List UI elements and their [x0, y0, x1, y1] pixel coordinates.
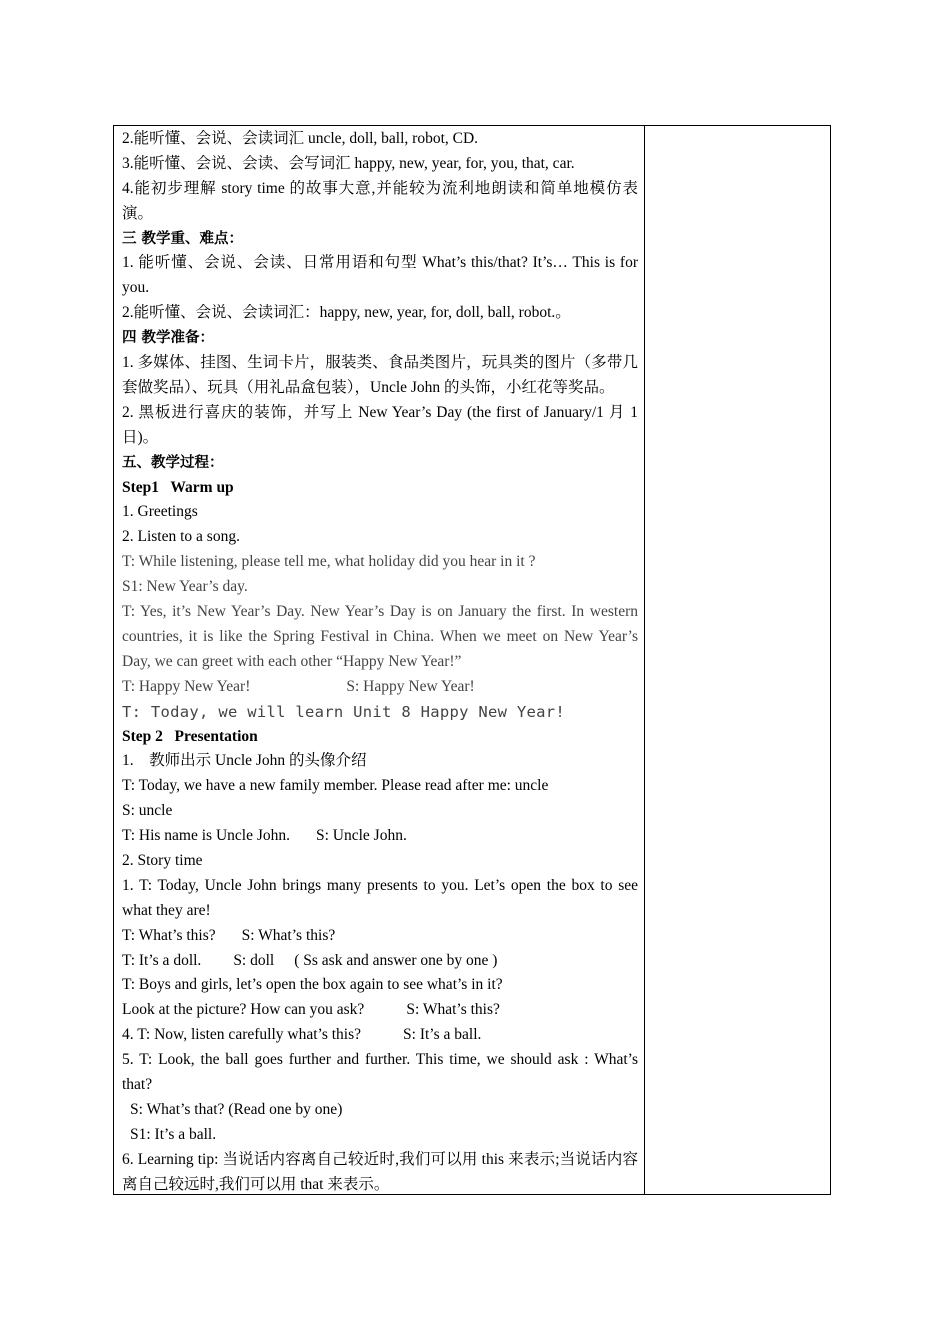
activity-note: ( Ss ask and answer one by one )	[294, 951, 498, 969]
listen-song: 2. Listen to a song.	[122, 528, 240, 546]
student-question: S: What’s this?	[241, 926, 336, 944]
presentation-1: 1. 教师出示 Uncle John 的头像介绍	[122, 752, 367, 770]
listen-question: 4. T: Now, listen carefully what’s this?	[122, 1026, 362, 1044]
picture-question: Look at the picture? How can you ask?	[122, 1001, 365, 1019]
story-line-3	[122, 949, 638, 974]
key-point-1: 1. 能听懂、会说、会读、日常用语和句型 What’s this/that? It’s… This is for you.	[122, 254, 638, 297]
story-time: 2. Story time	[122, 852, 203, 869]
presentation-2: T: Today, we have a new family member. Please read after me: uncle	[122, 777, 549, 795]
story-line-5	[122, 998, 638, 1023]
key-point-2: 2.能听懂、会说、会读词汇：happy, new, year, for, doll, ball, robot.。	[122, 304, 571, 322]
objective-3: 3.能听懂、会说、会读、会写词汇 happy, new, year, for, you, that, car.	[122, 154, 575, 172]
story-line-9: S1: It’s a ball.	[130, 1125, 217, 1143]
student-answer: S: doll	[233, 951, 275, 969]
section-heading-process: 五、教学过程：	[122, 454, 224, 471]
student-greeting: S: Happy New Year!	[346, 677, 475, 695]
story-line-7: 5. T: Look, the ball goes further and further. This time, we should ask : What’s that?	[122, 1051, 638, 1094]
story-line-1: 1. T: Today, Uncle John brings many presents to you. Let’s open the box to see what they are!	[122, 876, 638, 919]
step1-title: Step1 Warm up	[122, 478, 234, 496]
student-line-1: S1: New Year’s day.	[122, 578, 248, 596]
lesson-content-cell	[122, 127, 638, 1198]
teacher-line-1: T: While listening, please tell me, what holiday did you hear in it ?	[122, 553, 536, 571]
section-heading-key-points: 三 教学重、难点：	[122, 230, 244, 247]
preparation-2: 2. 黑板进行喜庆的装饰，并写上 New Year’s Day (the first of January/1 月 1 日)。	[122, 403, 638, 446]
preparation-1: 1. 多媒体、挂图、生词卡片，服装类、食品类图片，玩具类的图片（多带几套做奖品）、玩具（用礼品盒包装），Uncle John 的头饰，小红花等奖品。	[122, 354, 638, 396]
teacher-line-2: T: Yes, it’s New Year’s Day. New Year’s Day is on January the first. In western countries, it is like the Spring Festival in China. When we meet on New Year’s Day, we can greet with each other “Happy New Year!”	[122, 603, 638, 670]
student-name-line: S: Uncle John.	[315, 827, 407, 845]
teacher-greeting: T: Happy New Year!	[122, 677, 251, 695]
greetings: 1. Greetings	[122, 503, 198, 521]
teacher-answer: T: It’s a doll.	[122, 951, 202, 969]
column-divider	[644, 126, 645, 1194]
step2-title: Step 2 Presentation	[122, 727, 258, 745]
teacher-line-unit: T: Today, we will learn Unit 8 Happy New Year!	[122, 702, 566, 721]
presentation-4	[122, 824, 638, 849]
presentation-3: S: uncle	[122, 802, 173, 820]
student-answer-ball: S: It’s a ball.	[403, 1026, 482, 1044]
teacher-question: T: What’s this?	[122, 926, 216, 944]
greeting-exchange	[122, 675, 638, 700]
teacher-name-line: T: His name is Uncle John.	[122, 827, 290, 845]
student-question-2: S: What’s this?	[406, 1001, 500, 1019]
story-line-8: S: What’s that? (Read one by one)	[130, 1100, 343, 1118]
section-heading-preparation: 四 教学准备：	[122, 330, 215, 347]
objective-2: 2.能听懂、会说、会读词汇 uncle, doll, ball, robot, CD.	[122, 130, 479, 147]
objective-4: 4.能初步理解 story time 的故事大意,并能较为流利地朗读和简单地模仿表演。	[122, 179, 638, 222]
story-line-2	[122, 924, 638, 949]
learning-tip: 6. Learning tip: 当说话内容离自己较近时,我们可以用 this 来表示;当说话内容离自己较远时,我们可以用 that 来表示。	[122, 1150, 638, 1193]
story-line-4: T: Boys and girls, let’s open the box again to see what’s in it?	[122, 976, 503, 994]
story-line-6	[122, 1023, 638, 1048]
lesson-plan-table	[113, 125, 831, 1195]
